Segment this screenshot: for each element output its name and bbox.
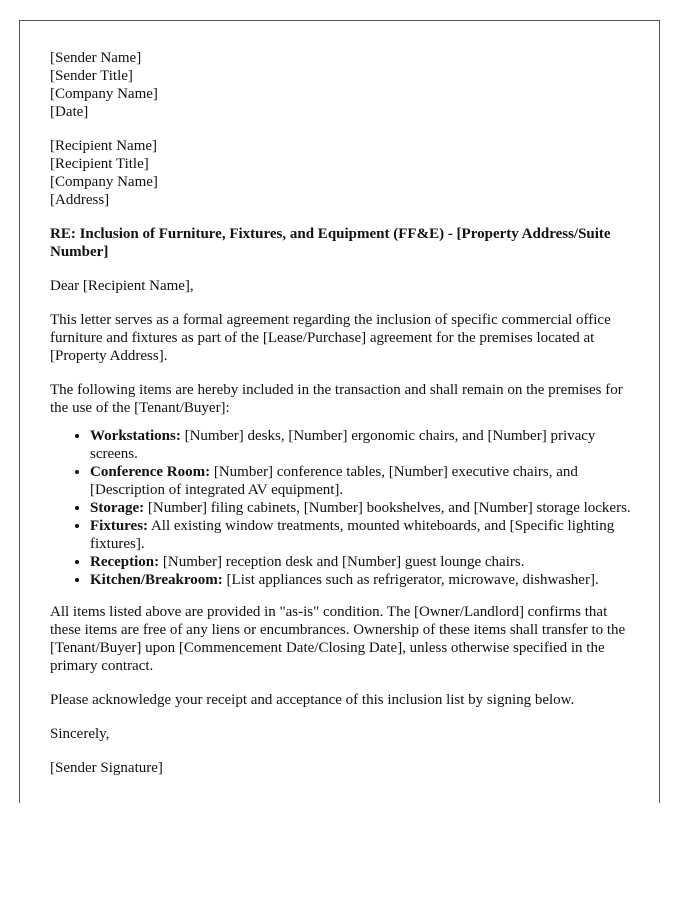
list-item xyxy=(90,553,640,571)
item-label: Reception: xyxy=(90,554,160,570)
item-text: All existing window treatments, mounted whiteboards, and [Specific lighting fixtures]. xyxy=(90,518,615,552)
closing: Sincerely, xyxy=(50,726,110,742)
sender-signature: [Sender Signature] xyxy=(50,760,163,776)
letter-content xyxy=(50,49,640,777)
condition-paragraph: All items listed above are provided in "as-is" condition. The [Owner/Landlord] confirms that these items are free of any liens or encumbrances. Ownership of these items shall transfer to the [Tenant/Buyer] upon [Commencement Date/Closing Date], unless otherwise specified in the primary contract. xyxy=(50,604,626,674)
recipient-address: [Address] xyxy=(50,192,110,208)
intro-paragraph: This letter serves as a formal agreement regarding the inclusion of specific commercial office furniture and fixtures as part of the [Lease/Purchase] agreement for the premises located at [Property Address]. xyxy=(50,312,611,364)
salutation: Dear [Recipient Name], xyxy=(50,278,194,294)
item-label: Kitchen/Breakroom: xyxy=(90,572,223,588)
item-text: [Number] reception desk and [Number] guest lounge chairs. xyxy=(159,554,525,570)
list-item xyxy=(90,463,640,499)
items-intro-paragraph: The following items are hereby included in the transaction and shall remain on the premises for the use of the [Tenant/Buyer]: xyxy=(50,382,623,416)
item-label: Fixtures: xyxy=(90,518,149,534)
list-item xyxy=(90,571,640,589)
letter-page xyxy=(19,20,660,803)
item-text: [Number] desks, [Number] ergonomic chairs, and [Number] privacy screens. xyxy=(90,428,596,462)
letter-date: [Date] xyxy=(50,104,89,120)
sender-company: [Company Name] xyxy=(50,86,158,102)
item-label: Storage: xyxy=(90,500,145,516)
sender-title: [Sender Title] xyxy=(50,68,133,84)
item-text: [List appliances such as refrigerator, microwave, dishwasher]. xyxy=(222,572,599,588)
item-label: Workstations: xyxy=(90,428,181,444)
recipient-title: [Recipient Title] xyxy=(50,156,149,172)
sender-name: [Sender Name] xyxy=(50,50,142,66)
list-item xyxy=(90,427,640,463)
subject-line: RE: Inclusion of Furniture, Fixtures, and Equipment (FF&E) - [Property Address/Suite Number] xyxy=(50,226,611,260)
recipient-block xyxy=(50,137,640,209)
item-text: [Number] filing cabinets, [Number] bookshelves, and [Number] storage lockers. xyxy=(144,500,631,516)
item-text: [Number] conference tables, [Number] executive chairs, and [Description of integrated AV equipment]. xyxy=(90,464,578,498)
item-label: Conference Room: xyxy=(90,464,211,480)
included-items-list xyxy=(50,427,640,589)
recipient-company: [Company Name] xyxy=(50,174,158,190)
acknowledgement-paragraph: Please acknowledge your receipt and acceptance of this inclusion list by signing below. xyxy=(50,692,575,708)
list-item xyxy=(90,517,640,553)
sender-block xyxy=(50,49,640,121)
recipient-name: [Recipient Name] xyxy=(50,138,158,154)
list-item xyxy=(90,499,640,517)
